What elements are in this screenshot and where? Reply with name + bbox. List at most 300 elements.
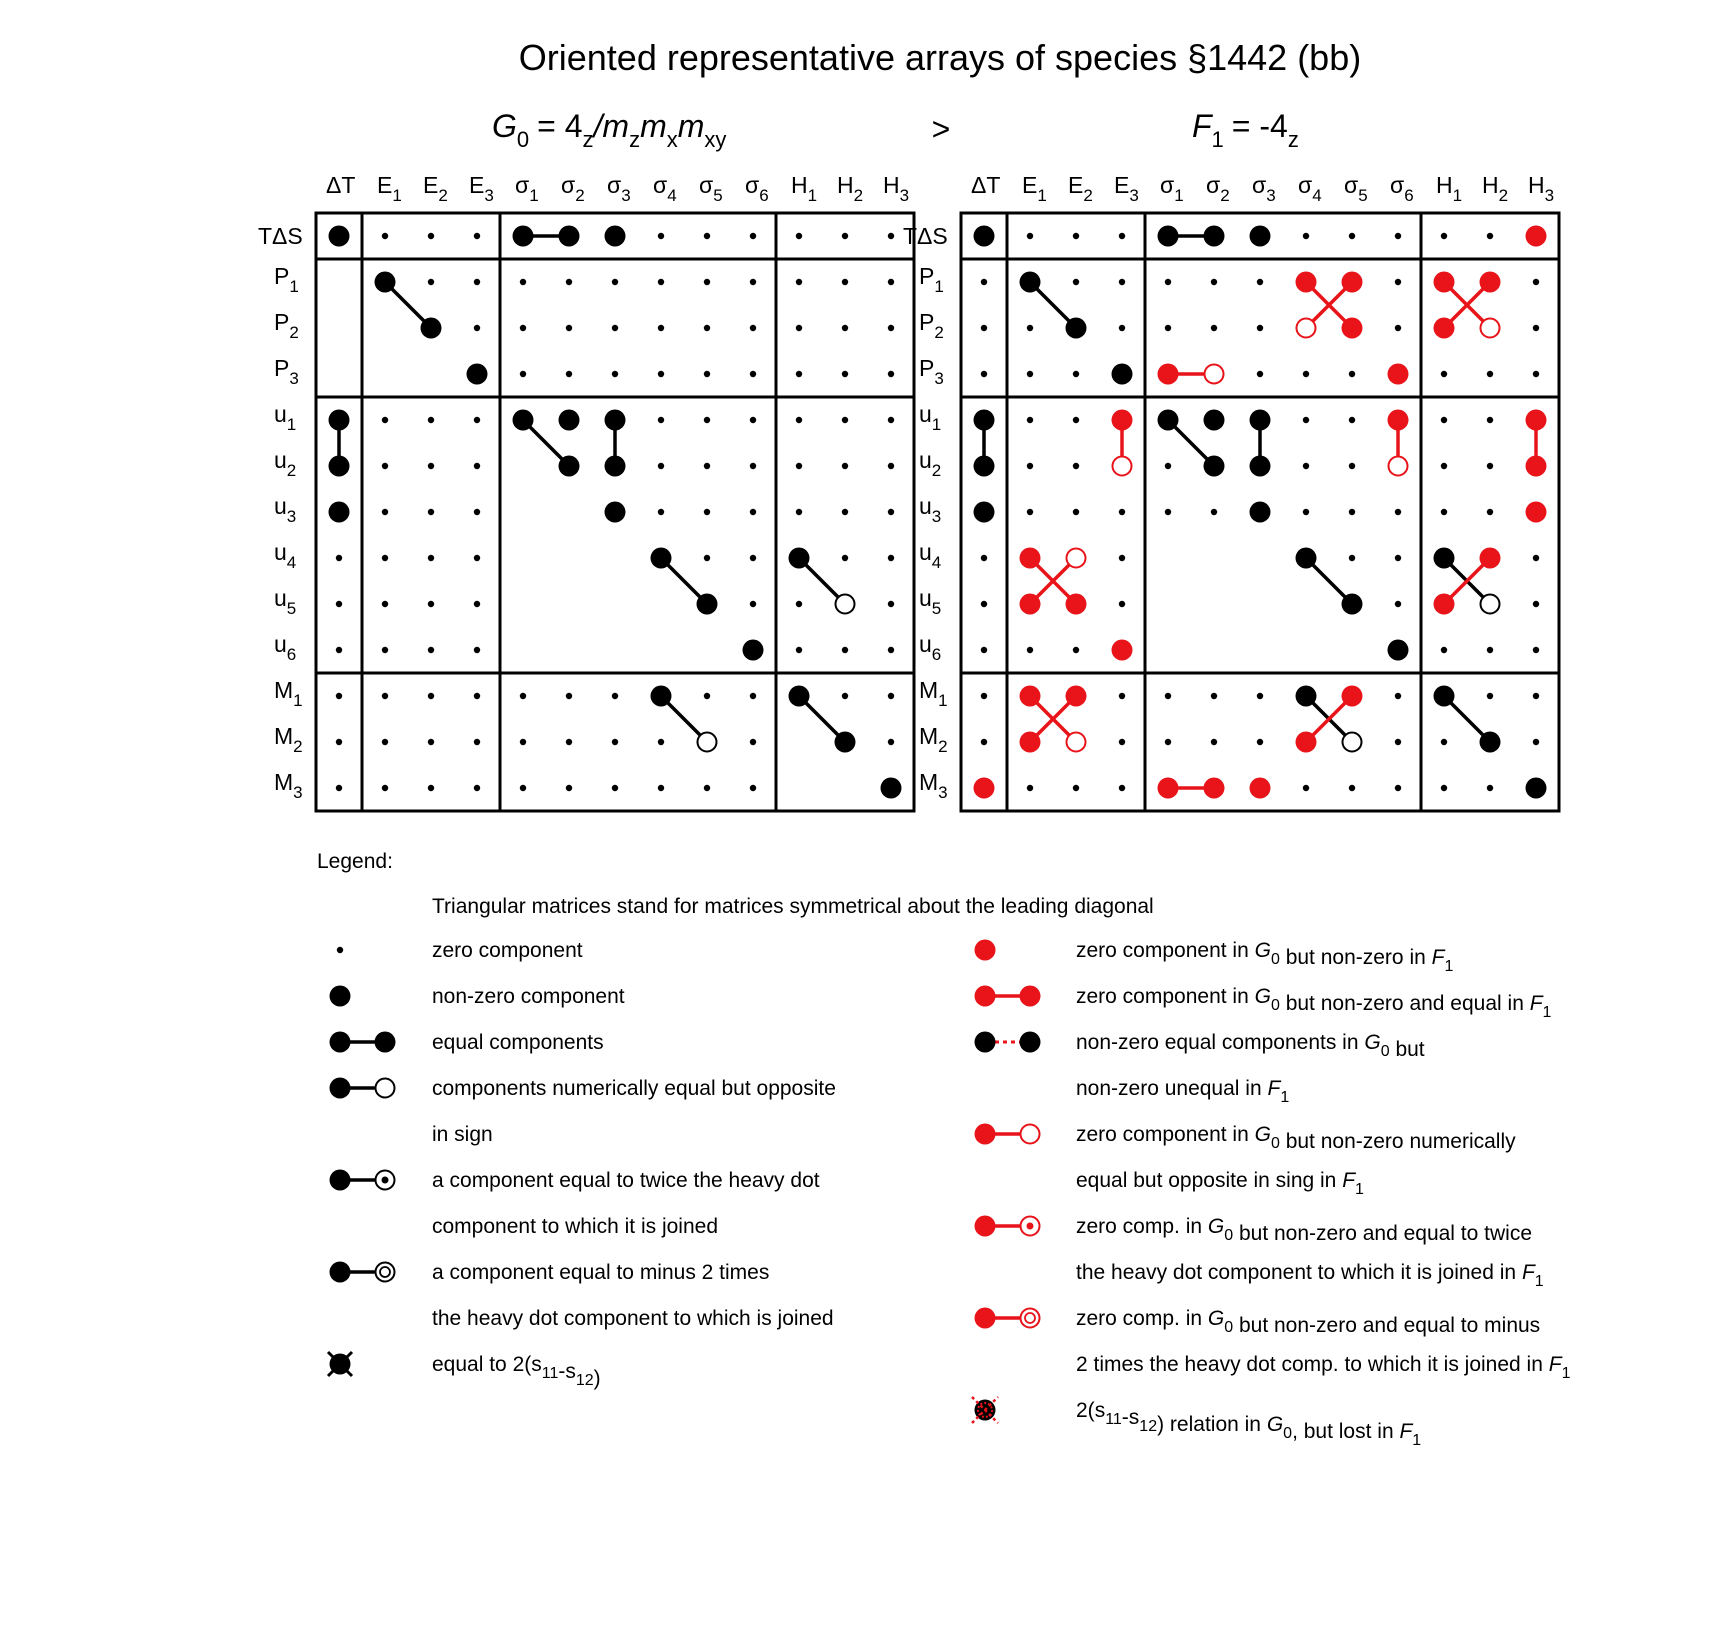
zero-component-dot [566,371,572,377]
row-header-base: TΔS [258,223,303,249]
row-header-sub: 2 [931,461,942,480]
row-header-base: M [919,769,939,795]
column-header [1344,172,1368,205]
zero-component-dot [658,279,664,285]
column-header-sub: 5 [713,186,723,205]
legend-item-text: zero component [432,939,583,962]
zero-component-dot [658,417,664,423]
zero-component-dot [888,371,894,377]
legend-item-text: non-zero component [432,985,625,1008]
nonzero-component-dot [1066,594,1087,615]
row-header-base: M [919,677,939,703]
nonzero-component-dot [329,502,350,523]
column-header-base: H [1528,172,1545,198]
zero-component-dot [1119,785,1125,791]
zero-component-dot [382,417,388,423]
row-header [919,539,941,572]
legend-item-text: 2 times the heavy dot comp. to which it is joined in $F_1$ [1076,1353,1571,1382]
zero-component-dot [1073,371,1079,377]
zero-component-dot [1349,509,1355,515]
nonzero-component-dot [1020,548,1041,569]
nonzero-component-dot [1158,364,1179,385]
zero-component-dot [566,693,572,699]
row-header [274,355,299,388]
nonzero-component-dot [559,456,580,477]
zero-component-dot [888,693,894,699]
zero-component-dot [1165,693,1171,699]
nonzero-component-dot [789,548,810,569]
legend-item-text: zero component in $G_0$ but non-zero and equal in $F_1$ [1076,985,1552,1021]
zero-component-dot [1533,325,1539,331]
zero-component-dot [796,601,802,607]
zero-component-dot [796,463,802,469]
zero-component-dot [382,785,388,791]
zero-component-dot [1211,739,1217,745]
nonzero-component-dot [330,1032,351,1053]
formula-symbol: F [1192,108,1212,144]
zero-component-dot [1165,279,1171,285]
nonzero-component-dot [329,456,350,477]
column-header-base: σ [1160,172,1175,198]
zero-component-dot [1349,555,1355,561]
zero-component-dot [796,279,802,285]
nonzero-component-dot [421,318,442,339]
zero-component-dot [1533,279,1539,285]
column-header-sub: 3 [899,186,910,205]
row-header-sub: 1 [934,277,944,296]
zero-component-dot [888,509,894,515]
nonzero-component-dot [375,272,396,293]
formula-part: /m [593,108,630,144]
nonzero-component-dot [1480,548,1501,569]
row-header [274,539,296,572]
row-header-sub: 3 [934,369,944,388]
column-header-base: H [1436,172,1453,198]
zero-component-dot [1395,785,1401,791]
row-header-base: P [274,355,290,381]
zero-component-dot [474,601,480,607]
nonzero-component-dot [1388,640,1409,661]
column-header-sub: 2 [438,186,448,205]
zero-component-dot [1395,325,1401,331]
zero-component-dot [750,601,756,607]
opposite-sign-dot [1481,319,1500,338]
nonzero-component-dot [330,1262,351,1283]
nonzero-component-dot [1526,778,1547,799]
row-header-sub: 2 [934,323,944,342]
formula-part: m [640,108,667,144]
zero-component-dot [704,693,710,699]
nonzero-component-dot [1204,456,1225,477]
zero-component-dot [566,325,572,331]
row-header-base: u [919,585,932,611]
zero-component-dot [981,739,987,745]
nonzero-component-dot [1250,778,1271,799]
zero-component-dot [888,463,894,469]
row-header [919,631,941,664]
row-header-base: M [274,723,294,749]
column-header [971,172,1000,198]
nonzero-component-dot [1250,226,1271,247]
row-header-base: M [274,677,294,703]
nonzero-component-dot [1250,410,1271,431]
row-header [919,355,944,388]
zero-component-dot [566,739,572,745]
nonzero-component-dot [1020,986,1041,1007]
column-header-base: σ [653,172,668,198]
g0-group-formula [492,108,726,152]
zero-component-dot [796,417,802,423]
column-header-base: σ [1390,172,1405,198]
zero-component-dot [474,555,480,561]
zero-component-dot [704,325,710,331]
column-header-sub: 4 [1312,186,1322,205]
zero-component-dot [704,371,710,377]
zero-component-dot [1119,601,1125,607]
legend-item-text: zero comp. in $G_0$ but non-zero and equal to twice [1076,1215,1533,1245]
zero-component-dot [1303,509,1309,515]
zero-component-dot [1349,463,1355,469]
column-header-base: E [1068,172,1084,198]
zero-component-dot [428,555,434,561]
row-header [903,223,948,249]
nonzero-component-dot [835,732,856,753]
zero-component-dot [888,739,894,745]
opposite-sign-dot [698,733,717,752]
column-header-sub: 4 [667,186,677,205]
zero-component-dot [566,279,572,285]
zero-component-dot [474,417,480,423]
nonzero-component-dot [975,1308,996,1329]
zero-component-dot [336,647,342,653]
zero-component-dot [842,509,848,515]
f1-matrix [903,172,1559,811]
formula-part: m [677,108,705,144]
column-header-sub: 6 [1404,186,1414,205]
zero-component-dot [520,325,526,331]
zero-component-dot [1257,739,1263,745]
zero-component-dot [1487,233,1493,239]
zero-component-dot [1257,325,1263,331]
legend-item [330,1261,834,1330]
column-header-base: σ [1298,172,1313,198]
zero-component-dot [1487,417,1493,423]
zero-component-dot [1395,509,1401,515]
zero-component-dot [428,785,434,791]
zero-component-dot [382,647,388,653]
nonzero-component-dot [1480,732,1501,753]
column-header-base: σ [1252,172,1267,198]
row-header-sub: 4 [931,553,942,572]
row-header [274,493,296,526]
column-header [1252,172,1276,205]
legend-item-text: zero component in $G_0$ but non-zero numerically [1076,1123,1516,1153]
zero-component-dot [1119,279,1125,285]
nonzero-component-dot [1158,410,1179,431]
zero-component-dot [981,555,987,561]
row-header [274,585,296,618]
legend-item-text: the heavy dot component to which is joined [432,1307,834,1330]
nonzero-component-dot [1388,410,1409,431]
column-header [1022,172,1047,205]
zero-component-dot [1303,463,1309,469]
column-header-base: σ [515,172,530,198]
nonzero-component-dot [975,986,996,1007]
zero-component-dot [1487,693,1493,699]
nonzero-component-dot [1526,456,1547,477]
formula-part: -4 [1259,108,1288,144]
zero-component-dot [1073,509,1079,515]
zero-component-dot [888,601,894,607]
zero-component-dot [566,785,572,791]
opposite-sign-dot [1389,457,1408,476]
zero-component-dot [1533,693,1539,699]
nonzero-component-dot [330,1170,351,1191]
nonzero-component-dot [1526,226,1547,247]
column-header [837,172,863,205]
zero-component-dot [750,785,756,791]
column-header-sub: 1 [529,186,539,205]
legend-item [975,985,1552,1021]
zero-component-dot [704,555,710,561]
legend-item-text: components numerically equal but opposite [432,1077,836,1100]
zero-component-dot [428,647,434,653]
nonzero-component-dot [975,940,996,961]
zero-component-dot [750,693,756,699]
zero-component-dot [428,417,434,423]
nonzero-component-dot [1020,272,1041,293]
zero-component-dot [1027,325,1033,331]
nonzero-component-dot [1434,686,1455,707]
column-header [1390,172,1414,205]
formula-part: 4 [564,108,583,144]
column-header-base: σ [607,172,622,198]
zero-component-dot [1073,647,1079,653]
zero-component-dot [796,371,802,377]
nonzero-component-dot [1434,594,1455,615]
legend-item-text: non-zero equal components in $G_0$ but [1076,1031,1425,1061]
opposite-sign-dot [1205,365,1224,384]
row-header [919,723,948,756]
legend-heading: Legend: [317,850,393,873]
column-header [745,172,769,205]
zero-component-dot [474,647,480,653]
row-header-sub: 1 [293,691,303,710]
column-header [791,172,817,205]
formula-symbol-sub: 0 [516,127,530,152]
column-header-sub: 2 [575,186,585,205]
zero-component-dot [1349,233,1355,239]
zero-component-dot [842,417,848,423]
nonzero-component-dot [605,226,626,247]
nonzero-component-dot [330,986,351,1007]
row-header-sub: 6 [931,645,942,664]
zero-component-dot [474,785,480,791]
nonzero-component-dot [1112,410,1133,431]
row-header [919,769,948,802]
row-header-sub: 4 [286,553,297,572]
zero-component-dot [842,371,848,377]
zero-component-dot [474,739,480,745]
row-header-base: u [919,631,932,657]
zero-component-dot [474,325,480,331]
zero-component-dot [1165,463,1171,469]
zero-component-dot [1349,785,1355,791]
zero-component-dot [1119,555,1125,561]
row-header-sub: 3 [289,369,299,388]
zero-component-dot [1027,647,1033,653]
row-header-base: P [919,355,935,381]
zero-component-dot [1487,371,1493,377]
nonzero-component-dot [1158,778,1179,799]
zero-component-dot [1303,371,1309,377]
column-header-sub: 2 [1220,186,1230,205]
zero-component-dot [750,233,756,239]
zero-component-dot [520,371,526,377]
zero-component-dot [1533,601,1539,607]
row-header-sub: 5 [286,599,297,618]
zero-component-dot [474,509,480,515]
zero-component-dot [704,233,710,239]
row-header [919,263,944,296]
zero-component-dot [612,739,618,745]
row-header [274,631,296,664]
column-header-sub: 2 [853,186,864,205]
zero-component-dot [1441,233,1447,239]
column-header [653,172,677,205]
nonzero-component-dot [974,456,995,477]
zero-component-dot [750,325,756,331]
row-header [274,309,299,342]
opposite-sign-dot [836,595,855,614]
column-header [1114,172,1139,205]
column-header [1436,172,1462,205]
row-header-sub: 1 [938,691,948,710]
zero-component-dot [750,739,756,745]
opposite-sign-dot [1343,733,1362,752]
formula-equals: = [1231,108,1260,144]
f1-group-formula [1192,108,1299,152]
row-header [274,401,296,434]
nonzero-component-dot [974,226,995,247]
nonzero-component-dot [1342,686,1363,707]
nonzero-component-dot [1250,502,1271,523]
zero-component-dot [428,233,434,239]
zero-component-dot [336,739,342,745]
zero-component-dot [1395,279,1401,285]
zero-component-dot [520,785,526,791]
nonzero-component-dot [1020,1032,1041,1053]
nonzero-component-dot [1526,410,1547,431]
opposite-sign-dot [1481,595,1500,614]
column-header [1068,172,1093,205]
nonzero-component-dot [975,1124,996,1145]
nonzero-component-dot [1296,548,1317,569]
column-header-base: ΔT [971,172,1001,198]
column-header-base: H [791,172,808,198]
row-header-sub: 2 [938,737,948,756]
zero-component-dot [1257,693,1263,699]
zero-component-dot [612,785,618,791]
nonzero-component-dot [789,686,810,707]
column-header-base: E [423,172,439,198]
row-header-base: u [919,447,932,473]
column-header [515,172,539,205]
legend-item [337,939,583,962]
legend-left-column [328,939,836,1390]
zero-component-dot [1533,555,1539,561]
nonzero-component-dot [1250,456,1271,477]
zero-component-dot [612,371,618,377]
row-header-base: u [274,493,287,519]
column-header [1482,172,1508,205]
column-header-sub: 6 [759,186,769,205]
nonzero-component-dot [1434,272,1455,293]
zero-component-dot [796,325,802,331]
row-header-sub: 2 [289,323,299,342]
zero-component-dot [1441,463,1447,469]
zero-component-dot [981,693,987,699]
zero-component-dot [1257,279,1263,285]
zero-component-dot [658,785,664,791]
legend-item [328,1352,601,1390]
formula-text [492,108,726,152]
zero-component-dot [382,233,388,239]
zero-component-dot [750,555,756,561]
row-header-base: u [919,493,932,519]
column-header-base: σ [699,172,714,198]
zero-component-dot [658,233,664,239]
legend-item [975,1307,1571,1382]
zero-component-dot [1027,417,1033,423]
zero-component-dot [1073,463,1079,469]
legend-right-column [972,939,1571,1449]
g0-matrix [258,172,914,811]
row-header [919,493,941,526]
legend-item-text: a component equal to twice the heavy dot [432,1169,820,1192]
row-header [274,447,296,480]
legend-item-text: equal components [432,1031,604,1054]
zero-component-dot [796,509,802,515]
nonzero-component-dot [605,502,626,523]
zero-component-dot [1211,279,1217,285]
zero-component-dot [888,417,894,423]
column-header-sub: 3 [1266,186,1276,205]
nonzero-component-dot [605,456,626,477]
zero-component-dot [1073,417,1079,423]
row-header [258,223,303,249]
nonzero-component-dot [559,410,580,431]
column-header-base: E [377,172,393,198]
legend-item-text: $2(s_{11}-s_{12})$ relation in $G_0$, but lost in $F_1$ [1076,1399,1422,1449]
zero-component-dot [842,463,848,469]
legend-item-text: non-zero unequal in $F_1$ [1076,1077,1290,1106]
column-header-base: H [883,172,900,198]
formula-equals: = [537,108,565,144]
zero-component-dot [658,509,664,515]
legend-item-text: zero component in $G_0$ but non-zero in $F_1$ [1076,939,1454,975]
column-header [883,172,909,205]
zero-component-dot [1395,233,1401,239]
zero-component-dot [382,463,388,469]
zero-component-dot [337,947,343,953]
legend-item [330,1169,820,1238]
zero-component-dot [704,509,710,515]
row-header [274,769,303,802]
zero-component-dot [382,509,388,515]
zero-component-dot [520,279,526,285]
nonzero-component-dot [1020,594,1041,615]
